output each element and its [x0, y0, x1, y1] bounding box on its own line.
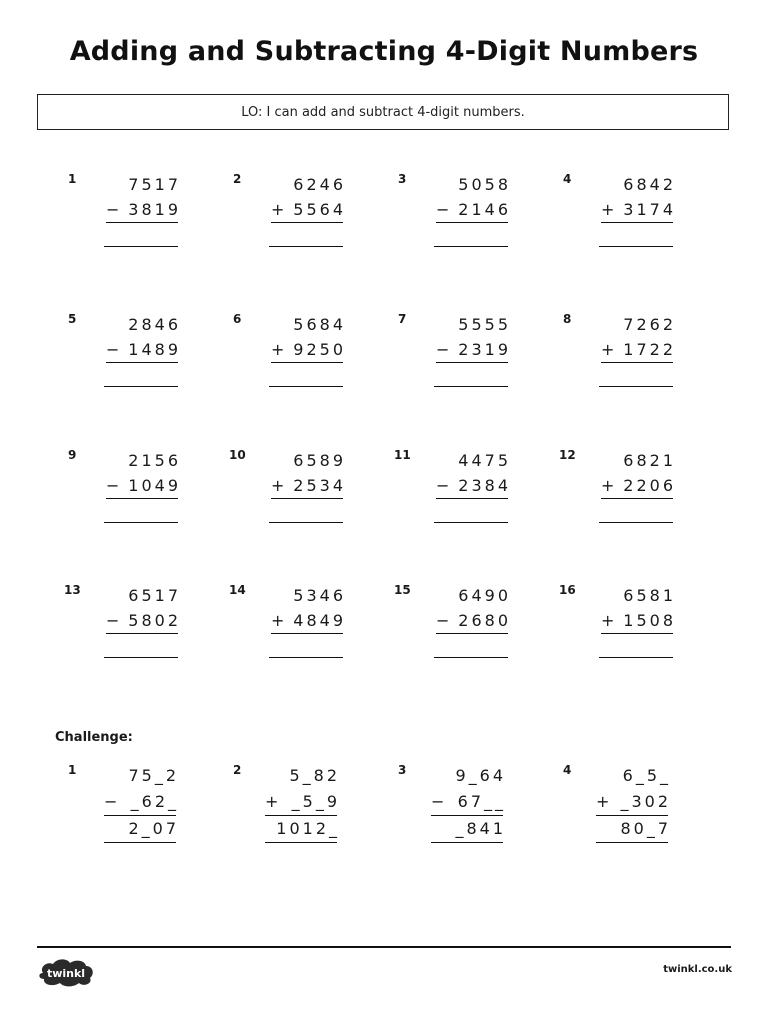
problem-operator: −	[436, 340, 450, 359]
problem-operator: +	[601, 200, 615, 219]
problem-rule	[601, 633, 673, 634]
problem-top-number: 2846	[128, 315, 181, 334]
problem-top-number: 6_5_	[622, 766, 671, 785]
problem-rule-bottom	[431, 842, 503, 843]
logo-text: twinkl	[46, 967, 86, 980]
site-url[interactable]: twinkl.co.uk	[663, 964, 732, 975]
problem-rule	[601, 498, 673, 499]
problem-rule-bottom	[104, 842, 176, 843]
problem-top-number: 75_2	[128, 766, 179, 785]
problem-bottom-number: 2146	[458, 200, 511, 219]
problem-result: 1012_	[276, 819, 340, 838]
problem	[229, 583, 379, 673]
problem	[563, 312, 713, 402]
challenge-problem	[563, 763, 713, 853]
challenge-label: Challenge:	[55, 730, 133, 745]
problem	[563, 172, 713, 262]
answer-line[interactable]	[104, 657, 178, 658]
twinkl-logo[interactable]	[37, 957, 97, 987]
problem	[68, 312, 218, 402]
problem-operator: +	[271, 340, 285, 359]
problem-rule	[436, 362, 508, 363]
challenge-problem	[68, 763, 218, 853]
answer-line[interactable]	[104, 522, 178, 523]
problem-operator: +	[596, 792, 610, 811]
problem-bottom-number: 1489	[128, 340, 181, 359]
answer-line[interactable]	[434, 522, 508, 523]
problem-number: 2	[233, 763, 242, 777]
problem-top-number: 7517	[128, 175, 181, 194]
problem-bottom-number: 2534	[293, 476, 346, 495]
learning-objective-text: LO: I can add and subtract 4-digit numbers.	[241, 104, 525, 120]
answer-line[interactable]	[434, 246, 508, 247]
page-title: Adding and Subtracting 4-Digit Numbers	[69, 36, 699, 67]
answer-line[interactable]	[599, 522, 673, 523]
problem-bottom-number: 4849	[293, 611, 346, 630]
problem	[398, 312, 548, 402]
problem-bottom-number: 2384	[458, 476, 511, 495]
problem-operator: −	[106, 340, 120, 359]
twinkl-logo-icon	[37, 957, 97, 987]
learning-objective-box	[37, 94, 729, 130]
problem-result: _841	[455, 819, 506, 838]
answer-line[interactable]	[269, 657, 343, 658]
problem-rule	[106, 222, 178, 223]
problem-top-number: 6517	[128, 586, 181, 605]
problem-rule	[106, 498, 178, 499]
problem-rule	[106, 633, 178, 634]
problem-operator: +	[271, 200, 285, 219]
problem	[394, 448, 544, 538]
problem-number: 15	[394, 583, 411, 597]
problem	[64, 583, 214, 673]
problem-number: 11	[394, 448, 411, 462]
problem-number: 12	[559, 448, 576, 462]
problem-number: 3	[398, 763, 407, 777]
problem	[233, 172, 383, 262]
problem-operator: +	[271, 611, 285, 630]
problem-bottom-number: _62_	[130, 792, 179, 811]
problem-operator: +	[601, 476, 615, 495]
problem-number: 9	[68, 448, 77, 462]
problem	[68, 172, 218, 262]
problem-number: 4	[563, 763, 572, 777]
problem-number: 3	[398, 172, 407, 186]
problem-top-number: 6246	[293, 175, 346, 194]
problem-operator: −	[436, 611, 450, 630]
answer-line[interactable]	[599, 657, 673, 658]
problem-top-number: 5346	[293, 586, 346, 605]
answer-line[interactable]	[599, 386, 673, 387]
problem-number: 14	[229, 583, 246, 597]
problem-rule-bottom	[265, 842, 337, 843]
problem-result: 2_07	[128, 819, 179, 838]
problem-bottom-number: 2680	[458, 611, 511, 630]
problem-number: 2	[233, 172, 242, 186]
answer-line[interactable]	[104, 386, 178, 387]
problem-top-number: 5_82	[289, 766, 340, 785]
problem-operator: −	[106, 200, 120, 219]
problem-bottom-number: 5802	[128, 611, 181, 630]
problem-rule	[271, 362, 343, 363]
problem	[229, 448, 379, 538]
answer-line[interactable]	[104, 246, 178, 247]
problem-rule	[271, 222, 343, 223]
answer-line[interactable]	[269, 246, 343, 247]
problem-number: 5	[68, 312, 77, 326]
problem-top-number: 6581	[623, 586, 676, 605]
problem-result: 80_7	[620, 819, 671, 838]
problem-number: 1	[68, 763, 77, 777]
problem-rule	[601, 362, 673, 363]
problem-top-number: 2156	[128, 451, 181, 470]
problem-number: 1	[68, 172, 77, 186]
problem-bottom-number: 5564	[293, 200, 346, 219]
problem-rule	[436, 222, 508, 223]
problem-operator: +	[265, 792, 279, 811]
problem-top-number: 7262	[623, 315, 676, 334]
problem-operator: −	[106, 611, 120, 630]
problem-operator: −	[104, 792, 118, 811]
problem-number: 13	[64, 583, 81, 597]
answer-line[interactable]	[599, 246, 673, 247]
problem-top-number: 4475	[458, 451, 511, 470]
problem-operator: −	[431, 792, 445, 811]
problem-number: 7	[398, 312, 407, 326]
problem-top-number: 9_64	[455, 766, 506, 785]
problem-rule	[436, 498, 508, 499]
problem-top-number: 5684	[293, 315, 346, 334]
problem-operator: +	[601, 611, 615, 630]
challenge-problem	[233, 763, 383, 853]
problem-number: 8	[563, 312, 572, 326]
problem-rule	[271, 498, 343, 499]
answer-line[interactable]	[434, 386, 508, 387]
problem	[394, 583, 544, 673]
problem-rule	[106, 362, 178, 363]
answer-line[interactable]	[269, 386, 343, 387]
problem-top-number: 6821	[623, 451, 676, 470]
problem-bottom-number: _302	[620, 792, 671, 811]
problem	[68, 448, 218, 538]
answer-line[interactable]	[269, 522, 343, 523]
problem-top-number: 6589	[293, 451, 346, 470]
problem-bottom-number: 9250	[293, 340, 346, 359]
problem-rule	[601, 222, 673, 223]
problem-bottom-number: 1508	[623, 611, 676, 630]
problem-number: 10	[229, 448, 246, 462]
problem-operator: +	[601, 340, 615, 359]
problem-bottom-number: _5_9	[291, 792, 340, 811]
problem-bottom-number: 1049	[128, 476, 181, 495]
problem-bottom-number: 2319	[458, 340, 511, 359]
footer-divider	[37, 946, 731, 948]
problem-operator: −	[436, 200, 450, 219]
problem-bottom-number: 2206	[623, 476, 676, 495]
problem-number: 6	[233, 312, 242, 326]
challenge-problem	[398, 763, 548, 853]
problem-top-number: 5058	[458, 175, 511, 194]
problem-number: 16	[559, 583, 576, 597]
problem-top-number: 6842	[623, 175, 676, 194]
problem-number: 4	[563, 172, 572, 186]
problem	[233, 312, 383, 402]
problem	[559, 448, 709, 538]
problem-rule	[271, 633, 343, 634]
problem-bottom-number: 1722	[623, 340, 676, 359]
problem-top-number: 6490	[458, 586, 511, 605]
answer-line[interactable]	[434, 657, 508, 658]
problem-rule-bottom	[596, 842, 668, 843]
problem-bottom-number: 3174	[623, 200, 676, 219]
problem-operator: −	[106, 476, 120, 495]
problem-top-number: 5555	[458, 315, 511, 334]
problem	[398, 172, 548, 262]
problem-rule	[436, 633, 508, 634]
problem-bottom-number: 67__	[457, 792, 506, 811]
problem-operator: +	[271, 476, 285, 495]
problem-bottom-number: 3819	[128, 200, 181, 219]
problem	[559, 583, 709, 673]
problem-operator: −	[436, 476, 450, 495]
